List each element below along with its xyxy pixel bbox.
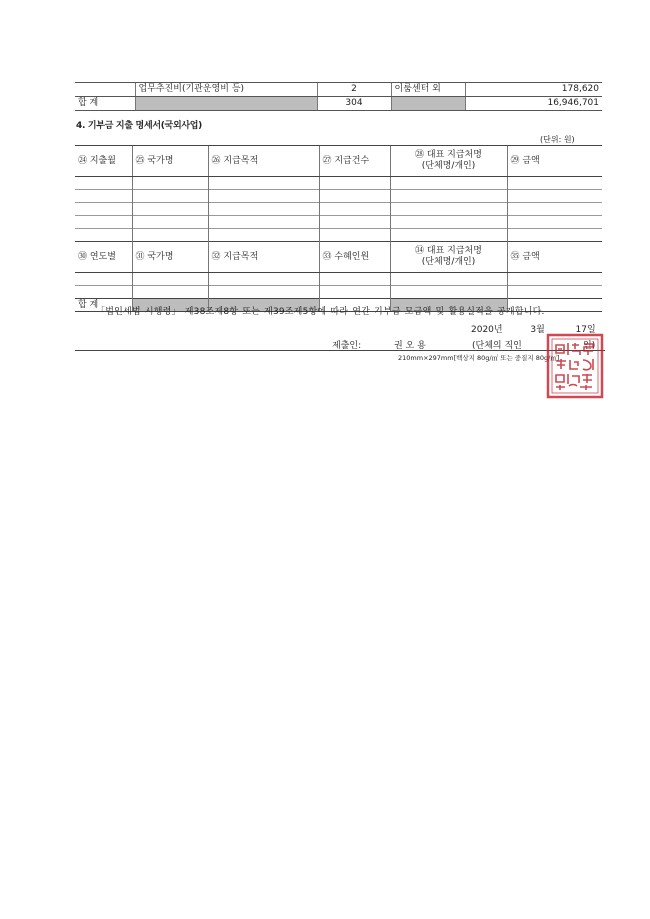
header-row [75, 146, 602, 177]
header-country: ㉕ 국가명 [132, 146, 208, 177]
official-seal-stamp-icon [546, 333, 604, 399]
signature-divider [75, 350, 605, 351]
section-title: 4. 기부금 지출 명세서(국외사업) [76, 121, 202, 131]
count-cell: 2 [317, 83, 391, 97]
header-recipient [390, 146, 507, 177]
submitter-seal-note: (단체의 직인 [472, 341, 522, 351]
total-row [75, 97, 602, 111]
table-row [75, 203, 602, 216]
header-purpose: ㉖ 지급목적 [208, 146, 319, 177]
total-label: 합 계 [75, 299, 132, 312]
table-row [75, 273, 602, 286]
header-count: ㉗ 지급건수 [319, 146, 390, 177]
header-country: ㉛ 국가명 [132, 242, 208, 273]
submitter-sign: 인) [583, 341, 596, 351]
paper-spec: 210mm×297mm[백상지 80g/㎡ 또는 중질지 80g/㎡] [398, 354, 560, 362]
date-year: 2020년 [471, 325, 503, 335]
recipient-cell: 이룸센터 외 [391, 83, 465, 97]
shaded-cell [135, 97, 317, 111]
total-amount: 16,946,701 [465, 97, 602, 111]
table-row [75, 216, 602, 229]
date-month: 3월 [530, 325, 545, 335]
submitter-name: 권 오 용 [394, 341, 426, 351]
amount-cell: 178,620 [465, 83, 602, 97]
table-row [75, 83, 602, 97]
submitter-label: 제출인: [332, 341, 362, 351]
table-row [75, 229, 602, 242]
header-recipient-line2: (단체명/개인) [421, 161, 476, 171]
table-row [75, 177, 602, 190]
header-beneficiaries: ㉝ 수혜인원 [319, 242, 390, 273]
row-empty-cell [75, 83, 135, 97]
disclosure-notice: 「법인세법 시행령」 제38조제8항 또는 제39조제5항에 따라 연간 기부금 모금액 및 활용실적을 공개합니다. [96, 307, 545, 317]
total-count: 304 [317, 97, 391, 111]
header-recipient-line1: ㉘ 대표 지급처명 [415, 150, 482, 160]
header-month: ㉔ 지출월 [75, 146, 132, 177]
overseas-donation-table [75, 145, 602, 312]
header-amount: ㉟ 금액 [507, 242, 602, 273]
header-amount: ㉙ 금액 [507, 146, 602, 177]
item-cell: 업무추진비(기관운영비 등) [135, 83, 317, 97]
table-row [75, 190, 602, 203]
total-label: 합 계 [75, 97, 135, 111]
table-row [75, 286, 602, 299]
header-purpose: ㉜ 지급목적 [208, 242, 319, 273]
header-row [75, 242, 602, 273]
date-day: 17일 [575, 325, 596, 335]
header-year: ㉚ 연도별 [75, 242, 132, 273]
unit-label: (단위: 원) [540, 135, 575, 144]
header-recipient-line1: ㉞ 대표 지급처명 [415, 246, 482, 256]
header-recipient [390, 242, 507, 273]
expense-summary-table [75, 82, 602, 111]
header-recipient-line2: (단체명/개인) [421, 257, 476, 267]
shaded-cell [391, 97, 465, 111]
